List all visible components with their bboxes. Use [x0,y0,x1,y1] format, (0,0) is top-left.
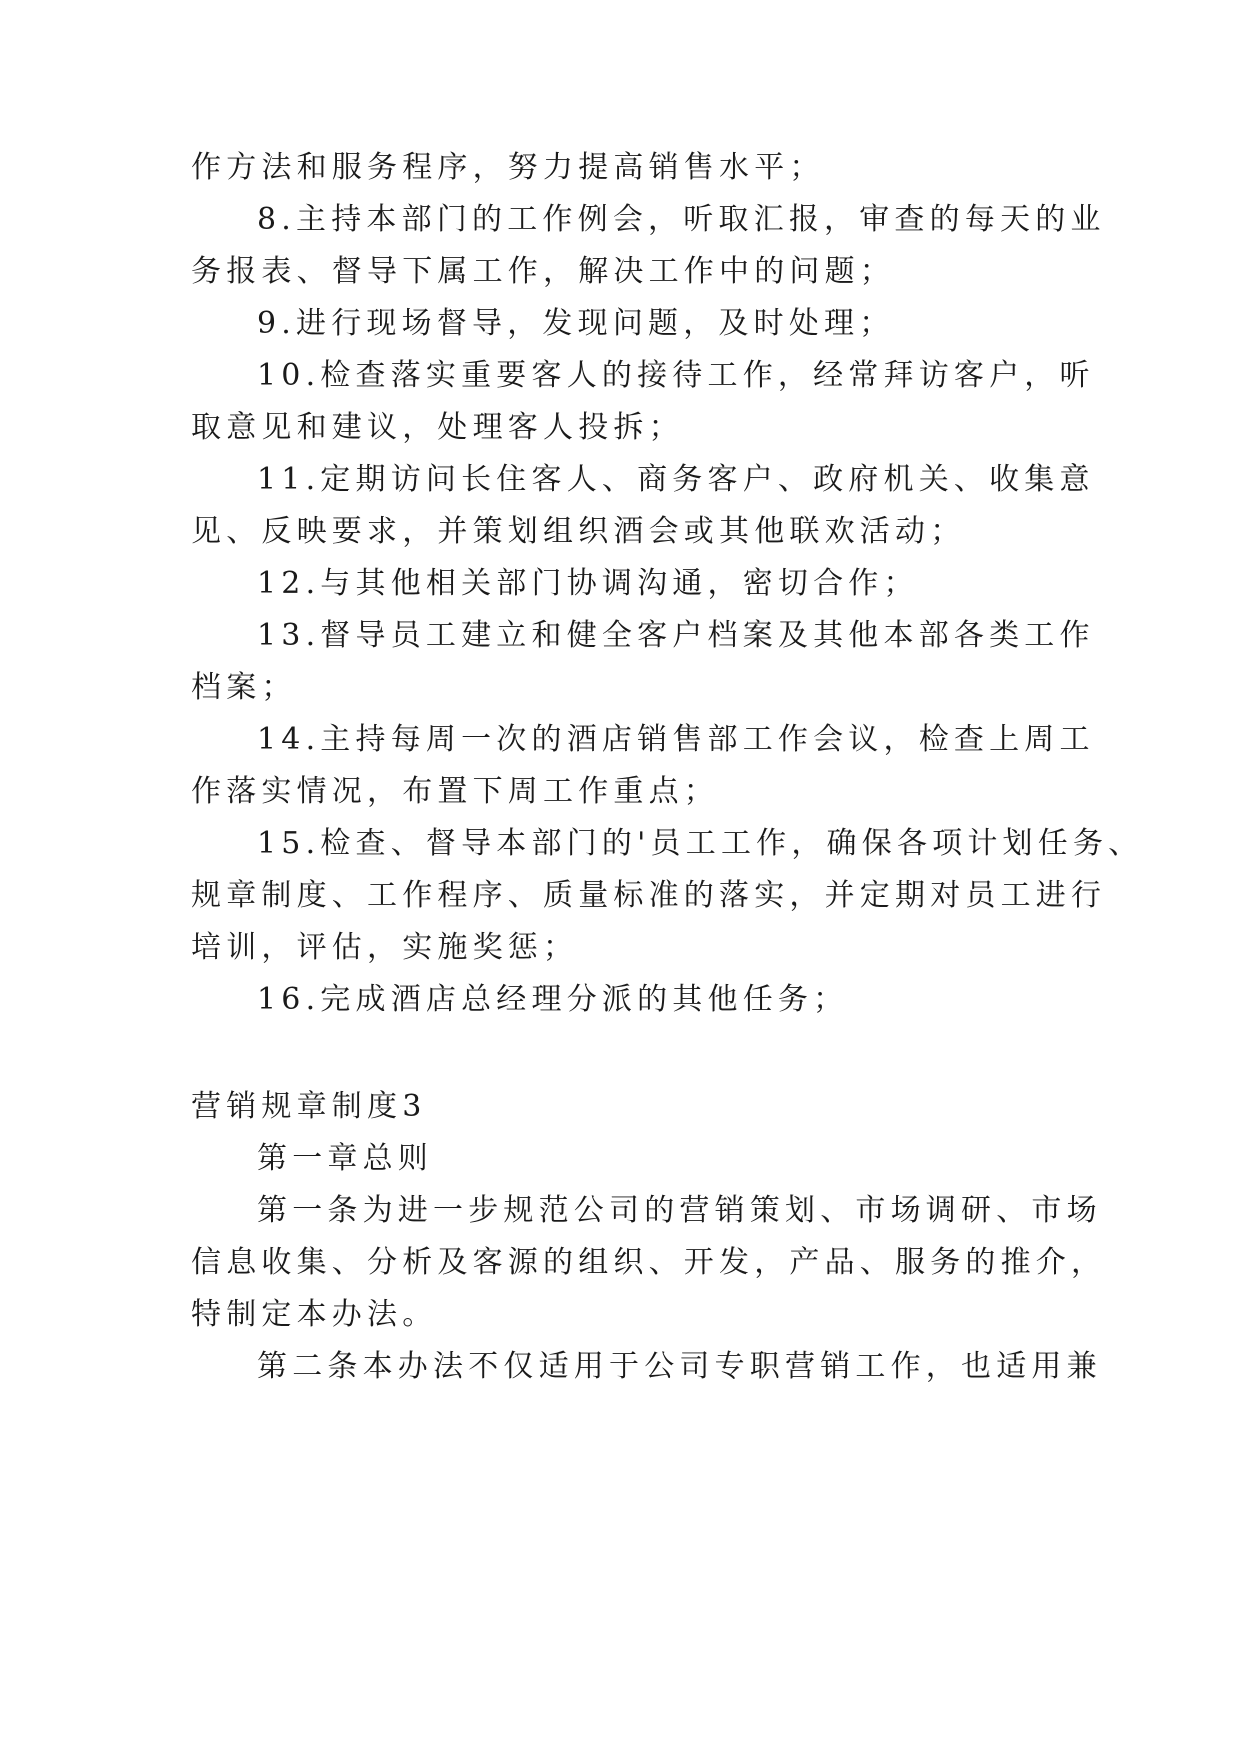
text-line: 9.进行现场督导，发现问题，及时处理； [257,306,895,341]
text-line: 见、反映要求，并策划组织酒会或其他联欢活动； [191,514,966,549]
text-line: 作方法和服务程序，努力提高销售水平； [191,150,825,185]
text-line: 16.完成酒店总经理分派的其他任务； [257,982,849,1017]
text-line: 8.主持本部门的工作例会，听取汇报，审查的每天的业 [257,202,1106,237]
text-line: 特制定本办法。 [191,1297,438,1332]
text-line: 14.主持每周一次的酒店销售部工作会议，检查上周工 [257,722,1095,757]
chapter-heading: 第一章总则 [257,1141,433,1176]
text-line: 15.检查、督导本部门的'员工工作，确保各项计划任务、 [257,826,1144,861]
text-line: 务报表、督导下属工作，解决工作中的问题； [191,254,895,289]
text-line: 取意见和建议，处理客人投拆； [191,410,684,445]
text-line: 第二条本办法不仅适用于公司专职营销工作，也适用兼 [257,1349,1102,1384]
text-line: 第一条为进一步规范公司的营销策划、市场调研、市场 [257,1193,1102,1228]
section-heading: 营销规章制度3 [191,1089,427,1124]
text-line: 作落实情况，布置下周工作重点； [191,774,719,809]
text-line: 12.与其他相关部门协调沟通，密切合作； [257,566,919,601]
text-line: 13.督导员工建立和健全客户档案及其他本部各类工作 [257,618,1095,653]
text-line: 11.定期访问长住客人、商务客户、政府机关、收集意 [257,462,1095,497]
text-line: 培训，评估，实施奖惩； [191,930,579,965]
text-line: 档案； [191,670,297,705]
text-line: 规章制度、工作程序、质量标准的落实，并定期对员工进行 [191,878,1107,913]
text-line: 10.检查落实重要客人的接待工作，经常拜访客户，听 [257,358,1095,393]
text-line: 信息收集、分析及客源的组织、开发，产品、服务的推介， [191,1245,1107,1280]
